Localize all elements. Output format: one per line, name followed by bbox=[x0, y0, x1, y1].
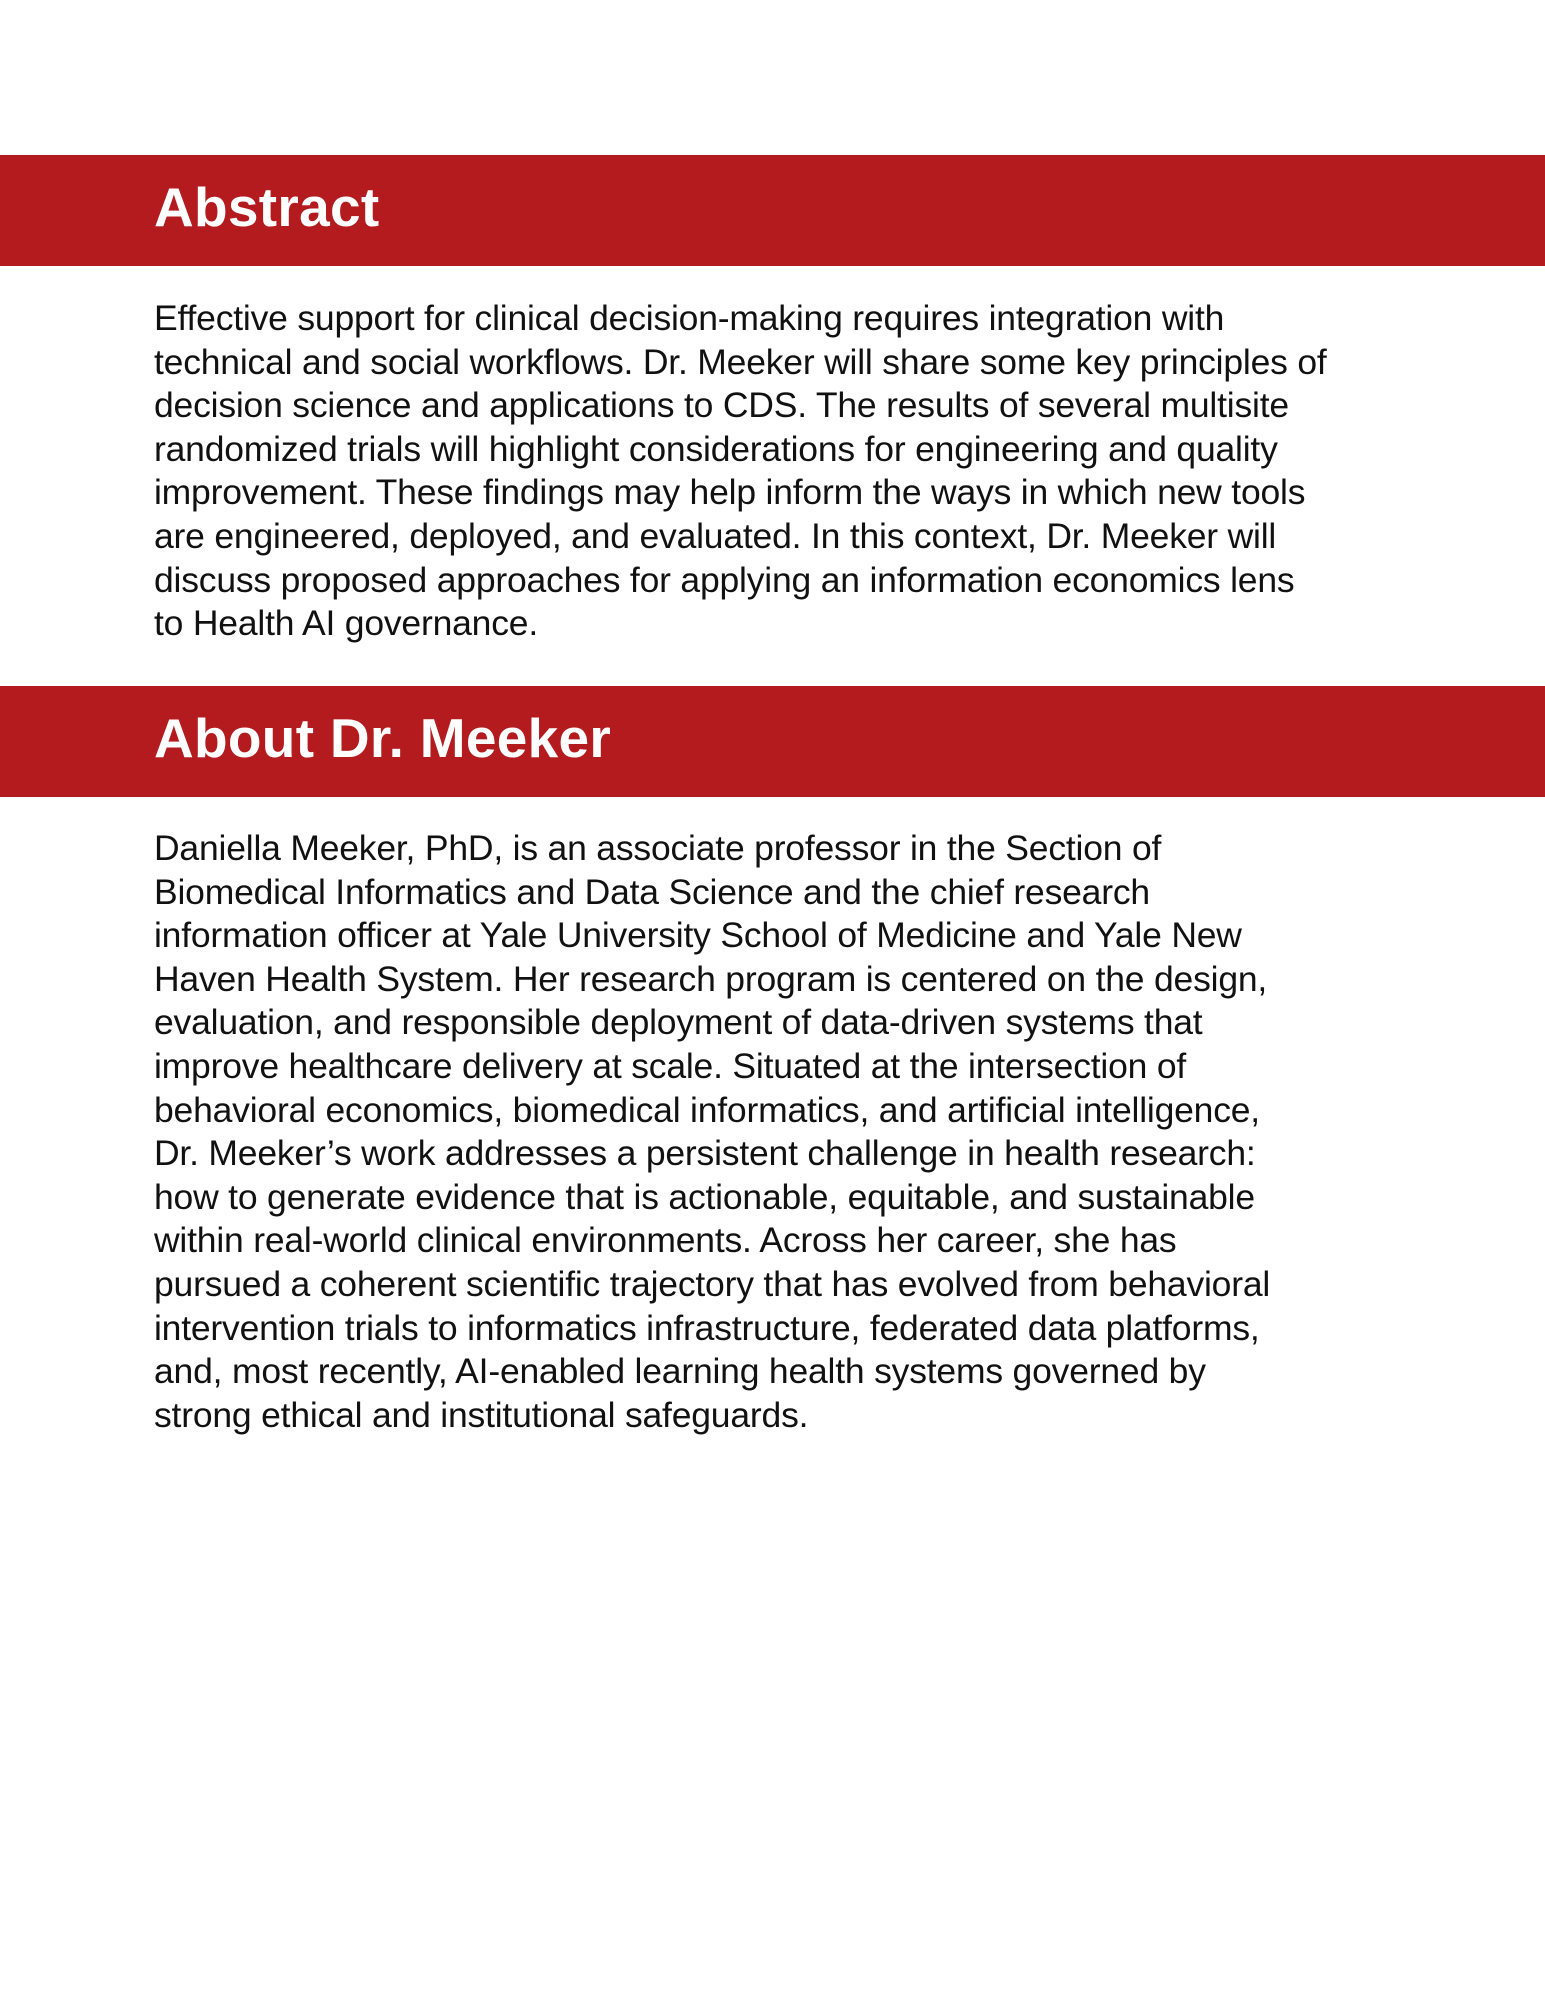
about-line: Dr. Meeker’s work addresses a persistent challenge in health research: bbox=[154, 1133, 1256, 1174]
abstract-line: to Health AI governance. bbox=[154, 603, 538, 644]
abstract-line: randomized trials will highlight considerations for engineering and quality bbox=[154, 428, 1278, 469]
abstract-line: decision science and applications to CDS. The results of several multisite bbox=[154, 385, 1289, 426]
about-line: within real-world clinical environments. Across her career, she has bbox=[154, 1220, 1177, 1261]
about-heading: About Dr. Meeker bbox=[154, 707, 612, 769]
abstract-paragraph bbox=[154, 297, 1404, 646]
about-paragraph bbox=[154, 827, 1404, 1437]
abstract-line: discuss proposed approaches for applying an information economics lens bbox=[154, 559, 1295, 600]
about-header-band bbox=[0, 686, 1545, 797]
about-line: Biomedical Informatics and Data Science and the chief research bbox=[154, 871, 1150, 912]
abstract-line: improvement. These findings may help inform the ways in which new tools bbox=[154, 472, 1306, 513]
about-line: intervention trials to informatics infrastructure, federated data platforms, bbox=[154, 1307, 1260, 1348]
about-line: strong ethical and institutional safeguards. bbox=[154, 1394, 809, 1435]
abstract-header-band bbox=[0, 155, 1545, 266]
about-line: information officer at Yale University School of Medicine and Yale New bbox=[154, 915, 1242, 956]
abstract-line: technical and social workflows. Dr. Meeker will share some key principles of bbox=[154, 341, 1327, 382]
abstract-line: are engineered, deployed, and evaluated. In this context, Dr. Meeker will bbox=[154, 515, 1277, 556]
about-line: evaluation, and responsible deployment of data-driven systems that bbox=[154, 1002, 1203, 1043]
about-line: improve healthcare delivery at scale. Situated at the intersection of bbox=[154, 1045, 1187, 1086]
abstract-line: Effective support for clinical decision-making requires integration with bbox=[154, 298, 1225, 338]
about-line: Daniella Meeker, PhD, is an associate professor in the Section of bbox=[154, 828, 1162, 868]
about-line: how to generate evidence that is actionable, equitable, and sustainable bbox=[154, 1176, 1255, 1217]
abstract-heading: Abstract bbox=[154, 176, 380, 238]
about-line: and, most recently, AI-enabled learning health systems governed by bbox=[154, 1351, 1206, 1392]
about-line: pursued a coherent scientific trajectory that has evolved from behavioral bbox=[154, 1263, 1271, 1304]
about-line: Haven Health System. Her research program is centered on the design, bbox=[154, 958, 1268, 999]
about-line: behavioral economics, biomedical informatics, and artificial intelligence, bbox=[154, 1089, 1260, 1130]
